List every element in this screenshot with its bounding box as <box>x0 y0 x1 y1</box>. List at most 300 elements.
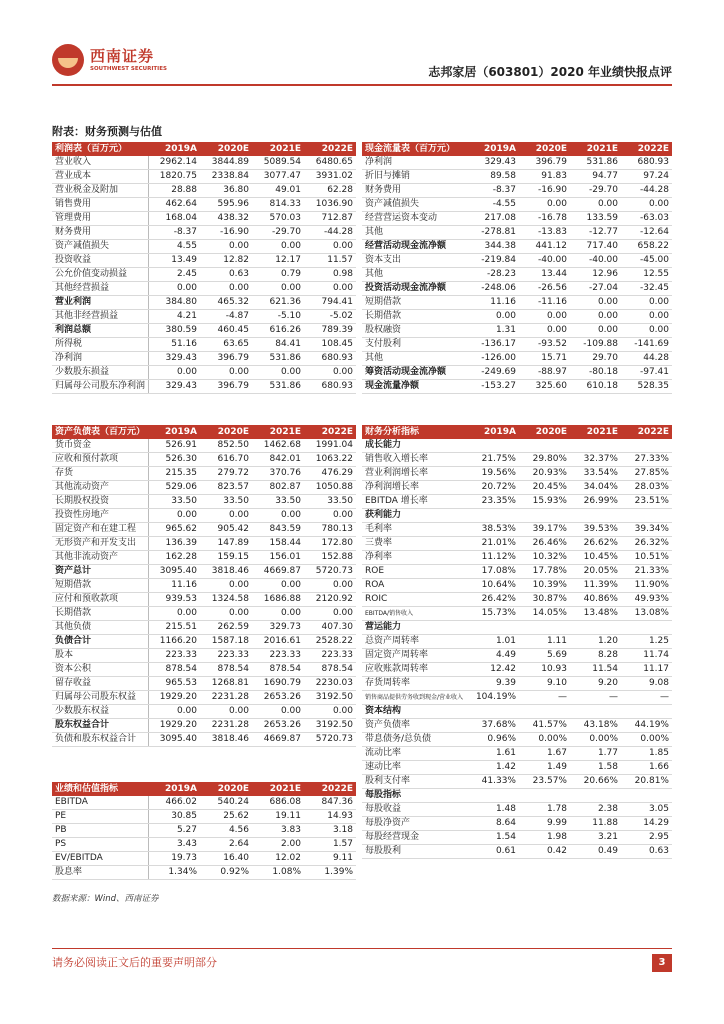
cell-value: 13.49 <box>148 254 200 268</box>
row-label: 负债合计 <box>52 635 148 649</box>
brand-name-cn: 西南证券 <box>90 47 155 65</box>
cell-value: 9.99 <box>519 817 570 831</box>
cell-value: 215.51 <box>148 621 200 635</box>
cell-value: 1.42 <box>468 761 519 775</box>
report-title: 志邦家居（603801）2020 年业绩快报点评 <box>428 65 672 79</box>
cell-value: 43.18% <box>570 719 621 733</box>
cell-value: 965.62 <box>148 523 200 537</box>
cell-value: -248.06 <box>468 282 519 296</box>
cell-value: 1.85 <box>621 747 672 761</box>
cell-value: 0.00 <box>621 198 672 212</box>
cell-value <box>621 509 672 523</box>
table-title: 利润表（百万元） <box>52 142 148 156</box>
cell-value: -45.00 <box>621 254 672 268</box>
cell-value: 262.59 <box>200 621 252 635</box>
cell-value: 39.53% <box>570 523 621 537</box>
cell-value: 5720.73 <box>304 733 356 747</box>
cell-value: 41.57% <box>519 719 570 733</box>
cell-value: 12.17 <box>252 254 304 268</box>
table-row <box>52 691 356 705</box>
cell-value <box>468 439 519 453</box>
year-header: 2022E <box>304 142 356 156</box>
cell-value: 0.00 <box>252 579 304 593</box>
cell-value: 14.29 <box>621 817 672 831</box>
cell-value: 20.93% <box>519 467 570 481</box>
cell-value: 19.56% <box>468 467 519 481</box>
brand-logo <box>52 42 167 80</box>
year-header: 2022E <box>621 142 672 156</box>
cell-value: 33.54% <box>570 467 621 481</box>
cell-value: 9.39 <box>468 677 519 691</box>
cell-value: 1.25 <box>621 635 672 649</box>
cell-value: 84.41 <box>252 338 304 352</box>
cell-value: 36.80 <box>200 184 252 198</box>
cell-value: 10.64% <box>468 579 519 593</box>
cell-value: 2.95 <box>621 831 672 845</box>
cell-value: 531.86 <box>570 156 621 170</box>
cell-value: 1.54 <box>468 831 519 845</box>
cell-value <box>570 705 621 719</box>
row-label: 留存收益 <box>52 677 148 691</box>
cell-value <box>570 509 621 523</box>
table-title: 业绩和估值指标 <box>52 782 148 796</box>
cell-value: 11.54 <box>570 663 621 677</box>
row-label: 营业利润增长率 <box>362 467 468 481</box>
cell-value: 847.36 <box>304 796 356 810</box>
row-label: 短期借款 <box>362 296 468 310</box>
cell-value: 0.98 <box>304 268 356 282</box>
cell-value: 0.00 <box>570 310 621 324</box>
table-row <box>362 635 672 649</box>
cell-value: 0.00 <box>252 705 304 719</box>
table-row <box>362 338 672 352</box>
footer-divider <box>52 948 672 949</box>
cell-value <box>519 439 570 453</box>
balance-sheet-table <box>52 425 356 747</box>
cell-value: -40.00 <box>519 254 570 268</box>
header-divider <box>52 84 672 86</box>
cell-value: 89.58 <box>468 170 519 184</box>
table-row <box>362 324 672 338</box>
cell-value: 717.40 <box>570 240 621 254</box>
table-row <box>362 775 672 789</box>
cell-value: 780.13 <box>304 523 356 537</box>
table-row <box>362 310 672 324</box>
cell-value: 4.55 <box>148 240 200 254</box>
cell-value: 616.26 <box>252 324 304 338</box>
cell-value: 1.78 <box>519 803 570 817</box>
table-row <box>52 621 356 635</box>
table-row <box>362 831 672 845</box>
cell-value: 38.53% <box>468 523 519 537</box>
cell-value <box>570 439 621 453</box>
cell-value: 1820.75 <box>148 170 200 184</box>
cell-value: 2338.84 <box>200 170 252 184</box>
cell-value: 2653.26 <box>252 719 304 733</box>
cell-value: 21.75% <box>468 453 519 467</box>
cell-value: 8.28 <box>570 649 621 663</box>
annex-title: 附表：财务预测与估值 <box>52 125 162 138</box>
table-row <box>362 677 672 691</box>
cell-value: 12.02 <box>252 852 304 866</box>
table-row <box>52 184 356 198</box>
cell-value: -5.10 <box>252 310 304 324</box>
cell-value: 44.28 <box>621 352 672 366</box>
cell-value: -44.28 <box>621 184 672 198</box>
cell-value: 26.99% <box>570 495 621 509</box>
cell-value: 0.00 <box>621 296 672 310</box>
cell-value: 6480.65 <box>304 156 356 170</box>
year-header: 2020E <box>200 142 252 156</box>
cell-value: 1462.68 <box>252 439 304 453</box>
row-label: 股本 <box>52 649 148 663</box>
cell-value: 2120.92 <box>304 593 356 607</box>
table-row <box>52 866 356 880</box>
cell-value: 531.86 <box>252 380 304 394</box>
cell-value: 19.73 <box>148 852 200 866</box>
cell-value: -16.90 <box>519 184 570 198</box>
cell-value: 0.00 <box>200 705 252 719</box>
cell-value: 30.85 <box>148 810 200 824</box>
table-row <box>52 509 356 523</box>
cell-value: 20.81% <box>621 775 672 789</box>
cell-value <box>519 621 570 635</box>
table-row <box>362 240 672 254</box>
cell-value: 15.71 <box>519 352 570 366</box>
cell-value: 11.16 <box>468 296 519 310</box>
cell-value: 2962.14 <box>148 156 200 170</box>
cell-value: 0.00 <box>570 198 621 212</box>
cell-value: 23.51% <box>621 495 672 509</box>
table-row <box>52 467 356 481</box>
cell-value: 147.89 <box>200 537 252 551</box>
cell-value: 30.87% <box>519 593 570 607</box>
cell-value: 1.77 <box>570 747 621 761</box>
table-row <box>362 817 672 831</box>
row-label: 总资产周转率 <box>362 635 468 649</box>
row-label: 无形资产和开发支出 <box>52 537 148 551</box>
cell-value: 329.43 <box>148 380 200 394</box>
cell-value: 0.00 <box>200 579 252 593</box>
cell-value: 17.78% <box>519 565 570 579</box>
cell-value: 4.56 <box>200 824 252 838</box>
year-header: 2019A <box>148 142 200 156</box>
cell-value: 11.39% <box>570 579 621 593</box>
table-row <box>52 824 356 838</box>
year-header: 2021E <box>570 425 621 439</box>
cell-value: 32.37% <box>570 453 621 467</box>
year-header: 2020E <box>519 425 570 439</box>
row-label: PS <box>52 838 148 852</box>
cell-value: 158.44 <box>252 537 304 551</box>
cell-value: 156.01 <box>252 551 304 565</box>
cell-value: 0.00 <box>621 324 672 338</box>
cell-value: 1166.20 <box>148 635 200 649</box>
table-row <box>52 254 356 268</box>
cell-value: 878.54 <box>200 663 252 677</box>
cell-value: 0.00 <box>519 198 570 212</box>
cell-value: 12.82 <box>200 254 252 268</box>
cell-value: 0.00 <box>304 282 356 296</box>
cell-value: -141.69 <box>621 338 672 352</box>
cell-value: 329.73 <box>252 621 304 635</box>
table-row <box>52 296 356 310</box>
row-label: 经营营运资本变动 <box>362 212 468 226</box>
row-label: 投资性房地产 <box>52 509 148 523</box>
cell-value: 11.57 <box>304 254 356 268</box>
cell-value: 2016.61 <box>252 635 304 649</box>
row-label: 净利润 <box>362 156 468 170</box>
cell-value: 465.32 <box>200 296 252 310</box>
cell-value: 1587.18 <box>200 635 252 649</box>
cell-value: 1.61 <box>468 747 519 761</box>
table-row <box>362 845 672 859</box>
cell-value: 441.12 <box>519 240 570 254</box>
cashflow-table <box>362 142 672 394</box>
year-header: 2020E <box>200 782 252 796</box>
cell-value: 526.30 <box>148 453 200 467</box>
cell-value: 2231.28 <box>200 691 252 705</box>
table-row <box>362 282 672 296</box>
page-number: 3 <box>652 954 672 972</box>
cell-value: 789.39 <box>304 324 356 338</box>
row-label: 资产减值损失 <box>362 198 468 212</box>
cell-value: 1991.04 <box>304 439 356 453</box>
table-row <box>52 352 356 366</box>
cell-value: 0.00 <box>468 310 519 324</box>
cell-value: 1.31 <box>468 324 519 338</box>
cell-value: 162.28 <box>148 551 200 565</box>
row-label: 少数股东权益 <box>52 705 148 719</box>
cell-value: 680.93 <box>304 380 356 394</box>
cell-value: 10.32% <box>519 551 570 565</box>
cell-value: 21.01% <box>468 537 519 551</box>
cell-value: -40.00 <box>570 254 621 268</box>
row-label: 其他负债 <box>52 621 148 635</box>
table-row <box>52 719 356 733</box>
table-row <box>52 170 356 184</box>
cell-value: 97.24 <box>621 170 672 184</box>
cell-value: 0.00 <box>252 240 304 254</box>
year-header: 2019A <box>468 425 519 439</box>
cell-value: 3818.46 <box>200 565 252 579</box>
cell-value: 4669.87 <box>252 733 304 747</box>
row-label: 营业收入 <box>52 156 148 170</box>
table-row <box>52 226 356 240</box>
cell-value: 570.03 <box>252 212 304 226</box>
table-row <box>362 523 672 537</box>
table-row <box>52 838 356 852</box>
row-label: 其他 <box>362 226 468 240</box>
cell-value: 531.86 <box>252 352 304 366</box>
cell-value: -8.37 <box>148 226 200 240</box>
cell-value: 33.50 <box>200 495 252 509</box>
table-row <box>362 495 672 509</box>
table-row <box>362 509 672 523</box>
table-row <box>362 481 672 495</box>
row-label: 应付和预收款项 <box>52 593 148 607</box>
row-label: 公允价值变动损益 <box>52 268 148 282</box>
year-header: 2021E <box>252 425 304 439</box>
cell-value: 12.55 <box>621 268 672 282</box>
cell-value: 3192.50 <box>304 691 356 705</box>
row-label: 其他非流动资产 <box>52 551 148 565</box>
cell-value: 0.63 <box>200 268 252 282</box>
cell-value: 11.90% <box>621 579 672 593</box>
table-row <box>52 453 356 467</box>
table-row <box>362 226 672 240</box>
cell-value <box>621 621 672 635</box>
table-row <box>362 254 672 268</box>
table-row <box>362 296 672 310</box>
table-row <box>362 184 672 198</box>
cell-value: 0.92% <box>200 866 252 880</box>
row-label: 净利率 <box>362 551 468 565</box>
cell-value: 878.54 <box>148 663 200 677</box>
cell-value: 1324.58 <box>200 593 252 607</box>
cell-value <box>621 439 672 453</box>
row-label: 资产负债率 <box>362 719 468 733</box>
cell-value: 0.00 <box>148 607 200 621</box>
row-label: 净利润 <box>52 352 148 366</box>
row-label: 财务费用 <box>362 184 468 198</box>
table-row <box>52 310 356 324</box>
row-label: 销售费用 <box>52 198 148 212</box>
cell-value: 0.00% <box>570 733 621 747</box>
footer-disclaimer: 请务必阅读正文后的重要声明部分 <box>52 956 217 969</box>
row-label: 长期借款 <box>362 310 468 324</box>
cell-value: -63.03 <box>621 212 672 226</box>
cell-value: 16.40 <box>200 852 252 866</box>
cell-value: 1.67 <box>519 747 570 761</box>
table-row <box>362 761 672 775</box>
cell-value: -8.37 <box>468 184 519 198</box>
cell-value: 1929.20 <box>148 691 200 705</box>
cell-value: 223.33 <box>304 649 356 663</box>
cell-value: 11.74 <box>621 649 672 663</box>
cell-value: 37.68% <box>468 719 519 733</box>
cell-value: -12.64 <box>621 226 672 240</box>
cell-value <box>468 705 519 719</box>
row-label: 其他流动资产 <box>52 481 148 495</box>
row-label: 财务费用 <box>52 226 148 240</box>
table-row <box>362 268 672 282</box>
cell-value: 14.05% <box>519 607 570 621</box>
cell-value: -4.55 <box>468 198 519 212</box>
cell-value: 1929.20 <box>148 719 200 733</box>
table-row <box>362 198 672 212</box>
table-row <box>362 789 672 803</box>
cell-value: -44.28 <box>304 226 356 240</box>
cell-value: -13.83 <box>519 226 570 240</box>
cell-value: 2653.26 <box>252 691 304 705</box>
row-label: 少数股东损益 <box>52 366 148 380</box>
row-label: 资本结构 <box>362 705 468 719</box>
table-row <box>362 663 672 677</box>
cell-value: 1036.90 <box>304 198 356 212</box>
table-row <box>362 366 672 380</box>
row-label: 其他经营损益 <box>52 282 148 296</box>
cell-value: 20.45% <box>519 481 570 495</box>
cell-value: 0.00 <box>148 705 200 719</box>
cell-value: 0.00 <box>304 607 356 621</box>
row-label: 流动比率 <box>362 747 468 761</box>
row-label: 营运能力 <box>362 621 468 635</box>
cell-value: 27.85% <box>621 467 672 481</box>
cell-value: 2.64 <box>200 838 252 852</box>
row-label: 三费率 <box>362 537 468 551</box>
cell-value: 0.00% <box>621 733 672 747</box>
cell-value: 4669.87 <box>252 565 304 579</box>
table-row <box>362 467 672 481</box>
cell-value: 108.45 <box>304 338 356 352</box>
row-label: 负债和股东权益合计 <box>52 733 148 747</box>
cell-value: 13.08% <box>621 607 672 621</box>
table-row <box>362 593 672 607</box>
row-label: ROE <box>362 565 468 579</box>
cell-value <box>570 789 621 803</box>
cell-value: 1063.22 <box>304 453 356 467</box>
table-row <box>362 733 672 747</box>
table-row <box>52 649 356 663</box>
cell-value: 939.53 <box>148 593 200 607</box>
table-title: 现金流量表（百万元） <box>362 142 468 156</box>
cell-value: 11.88 <box>570 817 621 831</box>
cell-value: 20.72% <box>468 481 519 495</box>
table-row <box>362 551 672 565</box>
cell-value: 0.00 <box>148 282 200 296</box>
table-row <box>52 495 356 509</box>
cell-value: 712.87 <box>304 212 356 226</box>
cell-value: -88.97 <box>519 366 570 380</box>
cell-value: 159.15 <box>200 551 252 565</box>
row-label: 其他 <box>362 352 468 366</box>
cell-value: 814.33 <box>252 198 304 212</box>
cell-value: 29.70 <box>570 352 621 366</box>
table-row <box>362 380 672 394</box>
cell-value: — <box>519 691 570 705</box>
cell-value: 26.32% <box>621 537 672 551</box>
table-row <box>52 663 356 677</box>
row-label: 筹资活动现金流净额 <box>362 366 468 380</box>
table-row <box>362 212 672 226</box>
cell-value: 9.08 <box>621 677 672 691</box>
table-row <box>52 635 356 649</box>
cell-value: 0.00 <box>252 509 304 523</box>
cell-value: -97.41 <box>621 366 672 380</box>
cell-value: 0.00 <box>304 240 356 254</box>
cell-value: 0.00% <box>519 733 570 747</box>
cell-value: -93.52 <box>519 338 570 352</box>
cell-value: 1.34% <box>148 866 200 880</box>
row-label: 股东权益合计 <box>52 719 148 733</box>
cell-value: 41.33% <box>468 775 519 789</box>
year-header: 2022E <box>304 782 356 796</box>
table-row <box>362 156 672 170</box>
row-label: 每股净资产 <box>362 817 468 831</box>
cell-value: 39.17% <box>519 523 570 537</box>
row-label: 净利润增长率 <box>362 481 468 495</box>
row-label: 其他非经营损益 <box>52 310 148 324</box>
cell-value: 0.00 <box>252 607 304 621</box>
cell-value: 0.61 <box>468 845 519 859</box>
cell-value: 23.57% <box>519 775 570 789</box>
table-row <box>52 481 356 495</box>
table-row <box>362 607 672 621</box>
cell-value: 9.10 <box>519 677 570 691</box>
cell-value: 17.08% <box>468 565 519 579</box>
cell-value: 3095.40 <box>148 733 200 747</box>
